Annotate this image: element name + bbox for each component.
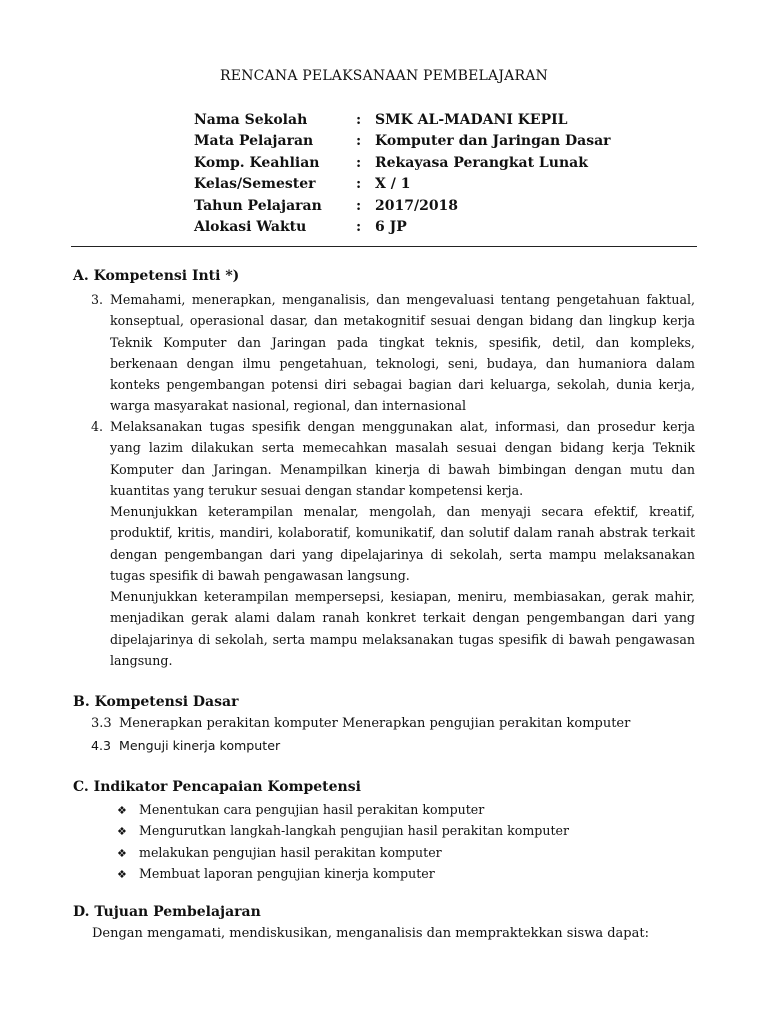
identity-colon: : xyxy=(356,112,362,128)
diamond-bullet-icon: ❖ xyxy=(117,868,127,881)
indicator-item xyxy=(117,821,569,842)
indicator-text: Membuat laporan pengujian kinerja komputer xyxy=(139,866,435,881)
ki4-paragraph-3: Menunjukkan keterampilan mempersepsi, kesiapan, meniru, membiasakan, gerak mahir, menjadikan gerak alami dalam ranah konkret terkait dengan pengembangan dari yang dipelajarinya di sekolah, serta mampu melaksanakan tugas spesifik di bawah pengawasan langsung. xyxy=(110,589,695,668)
identity-value: 2017/2018 xyxy=(375,197,459,214)
kd-item xyxy=(91,738,280,753)
kd-text: Menguji kinerja komputer xyxy=(119,738,281,753)
identity-row xyxy=(194,196,611,217)
diamond-bullet-icon: ❖ xyxy=(117,804,127,817)
indicator-text: Mengurutkan langkah-langkah pengujian hasil perakitan komputer xyxy=(139,823,569,838)
section-a-heading: A. Kompetensi Inti *) xyxy=(73,268,240,284)
identity-label: Kelas/Semester xyxy=(194,176,316,193)
identity-label: Tahun Pelajaran xyxy=(194,197,322,214)
section-d-heading: D. Tujuan Pembelajaran xyxy=(73,904,261,920)
identity-value: Komputer dan Jaringan Dasar xyxy=(375,133,611,150)
kd-text: Menerapkan perakitan komputer Menerapkan pengujian perakitan komputer xyxy=(119,716,631,731)
identity-colon: : xyxy=(356,176,362,193)
identity-row xyxy=(194,174,611,195)
identity-value: SMK AL-MADANI KEPIL xyxy=(375,112,568,128)
indicator-text: melakukan pengujian hasil perakitan komputer xyxy=(139,845,442,860)
kd-number: 4.3 xyxy=(91,738,112,753)
indicator-item xyxy=(117,800,484,821)
identity-row xyxy=(194,131,611,152)
horizontal-divider xyxy=(71,246,697,247)
identity-value: 6 JP xyxy=(375,218,407,235)
identity-colon: : xyxy=(356,133,362,150)
identity-label: Nama Sekolah xyxy=(194,112,308,128)
identity-label: Alokasi Waktu xyxy=(194,218,307,235)
kd-item xyxy=(91,716,630,731)
identity-colon: : xyxy=(356,218,362,235)
section-c-heading: C. Indikator Pencapaian Kompetensi xyxy=(73,779,361,795)
kd-number: 3.3 xyxy=(91,716,112,731)
identity-value: X / 1 xyxy=(375,176,411,193)
ki3-text: Memahami, menerapkan, menganalisis, dan mengevaluasi tentang pengetahuan faktual, konseptual, operasional dasar, dan metakognitif sesuai dengan bidang dan lingkup kerja Teknik Komputer dan Jaringan pada tingkat teknis, spesifik, detil, dan kompleks, berkenaan dengan ilmu pengetahuan, teknologi, seni, budaya, dan humaniora dalam konteks pengembangan potensi diri sebagai bagian dari keluarga, sekolah, dunia kerja, warga masyarakat nasional, regional, dan internasional xyxy=(110,292,695,414)
identity-row xyxy=(194,217,611,238)
diamond-bullet-icon: ❖ xyxy=(117,825,127,838)
identity-row xyxy=(194,153,611,174)
ki4-text: Melaksanakan tugas spesifik dengan menggunakan alat, informasi, dan prosedur kerja yang lazim dilakukan serta memecahkan masalah sesuai dengan bidang kerja Teknik Komputer dan Jaringan. Menampilkan kinerja di bawah bimbingan dengan mutu dan kuantitas yang terukur sesuai dengan standar kompetensi kerja. xyxy=(110,419,695,498)
identity-table xyxy=(194,110,611,238)
indicator-item xyxy=(117,864,435,885)
identity-colon: : xyxy=(356,154,362,171)
indicator-text: Menentukan cara pengujian hasil perakitan komputer xyxy=(139,802,485,817)
identity-colon: : xyxy=(356,197,362,214)
identity-value: Rekayasa Perangkat Lunak xyxy=(375,154,588,171)
diamond-bullet-icon: ❖ xyxy=(117,847,127,860)
ki4-paragraph-2: Menunjukkan keterampilan menalar, mengolah, dan menyaji secara efektif, kreatif, produktif, kritis, mandiri, kolaboratif, komunikatif, dan solutif dalam ranah abstrak terkait dengan pengembangan dari yang dipelajarinya di sekolah, serta mampu melaksanakan tugas spesifik di bawah pengawasan langsung. xyxy=(110,504,695,583)
identity-row xyxy=(194,110,611,131)
ki4-number: 4. xyxy=(91,419,104,434)
indicator-item xyxy=(117,843,442,864)
identity-label: Komp. Keahlian xyxy=(194,154,320,171)
section-b-heading: B. Kompetensi Dasar xyxy=(73,694,239,710)
ki3-number: 3. xyxy=(91,292,104,307)
document-title: RENCANA PELAKSANAAN PEMBELAJARAN xyxy=(220,68,548,84)
identity-label: Mata Pelajaran xyxy=(194,133,314,150)
section-d-intro: Dengan mengamati, mendiskusikan, menganalisis dan mempraktekkan siswa dapat: xyxy=(92,926,649,941)
